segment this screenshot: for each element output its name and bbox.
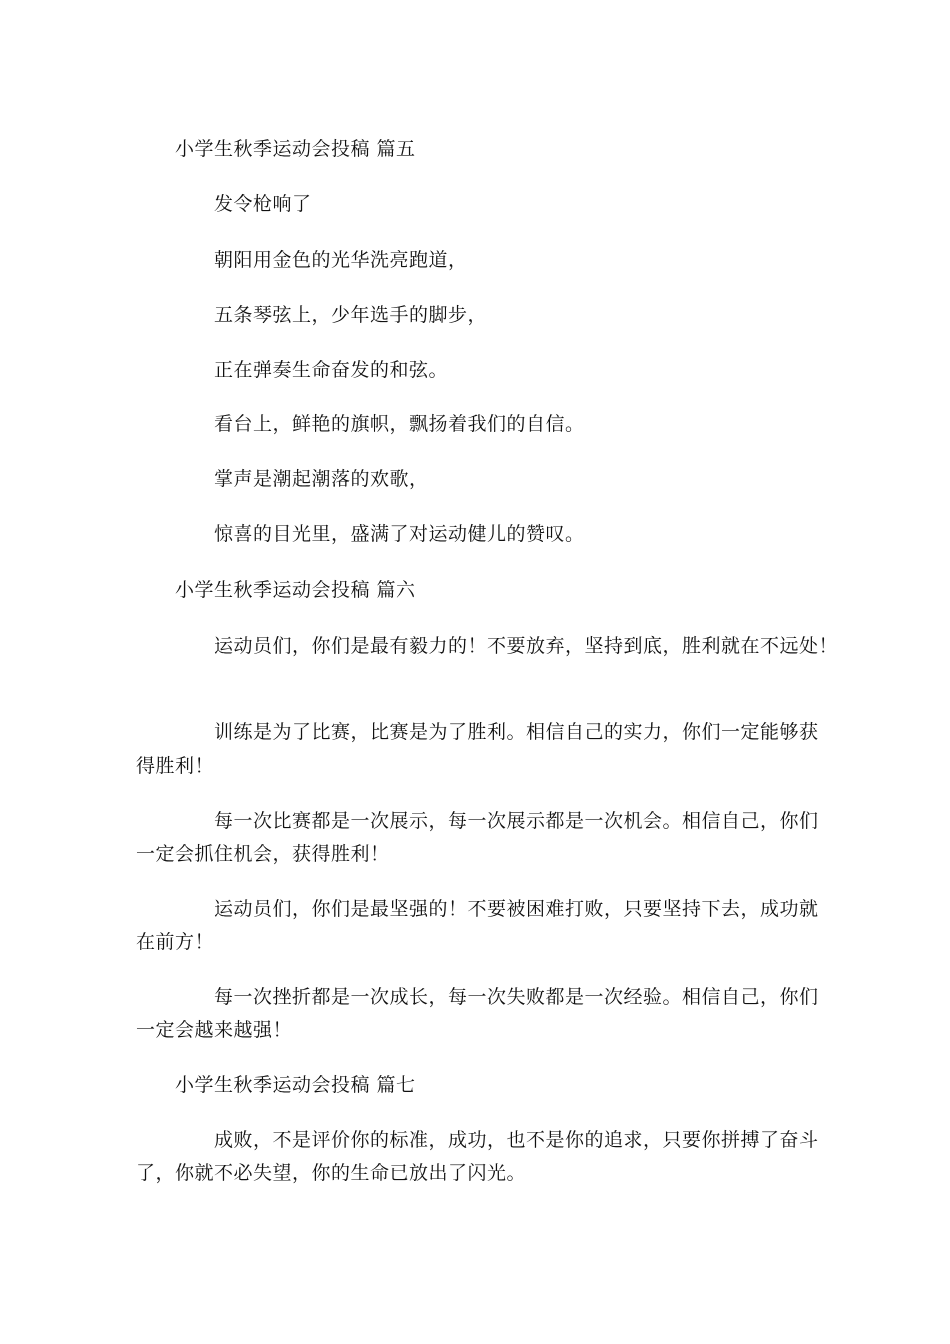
- poem-line: 惊喜的目光里，盛满了对运动健儿的赞叹。: [214, 523, 585, 545]
- paragraph-continuation: 一定会越来越强！: [136, 1019, 293, 1041]
- poem-line: 正在弹奏生命奋发的和弦。: [214, 359, 449, 381]
- paragraph: 训练是为了比赛，比赛是为了胜利。相信自己的实力，你们一定能够获: [214, 721, 819, 743]
- paragraph: 运动员们，你们是最有毅力的！不要放弃，坚持到底，胜利就在不远处！: [214, 635, 839, 657]
- poem-line: 发令枪响了: [214, 193, 312, 215]
- poem-line: 朝阳用金色的光华洗亮跑道，: [214, 249, 468, 271]
- paragraph-continuation: 在前方！: [136, 931, 215, 953]
- poem-line: 看台上，鲜艳的旗帜，飘扬着我们的自信。: [214, 413, 585, 435]
- paragraph-continuation: 一定会抓住机会，获得胜利！: [136, 843, 390, 865]
- section-heading-5: 小学生秋季运动会投稿 篇五: [175, 138, 416, 160]
- paragraph-continuation: 了，你就不必失望，你的生命已放出了闪光。: [136, 1162, 527, 1184]
- paragraph: 运动员们，你们是最坚强的！不要被困难打败，只要坚持下去，成功就: [214, 898, 819, 920]
- section-heading-6: 小学生秋季运动会投稿 篇六: [175, 579, 416, 601]
- poem-line: 五条琴弦上，少年选手的脚步，: [214, 304, 488, 326]
- paragraph: 每一次挫折都是一次成长，每一次失败都是一次经验。相信自己，你们: [214, 986, 819, 1008]
- paragraph: 成败，不是评价你的标准，成功，也不是你的追求，只要你拼搏了奋斗: [214, 1129, 819, 1151]
- poem-line: 掌声是潮起潮落的欢歌，: [214, 468, 429, 490]
- paragraph: 每一次比赛都是一次展示，每一次展示都是一次机会。相信自己，你们: [214, 810, 819, 832]
- paragraph-continuation: 得胜利！: [136, 755, 215, 777]
- section-heading-7: 小学生秋季运动会投稿 篇七: [175, 1074, 416, 1096]
